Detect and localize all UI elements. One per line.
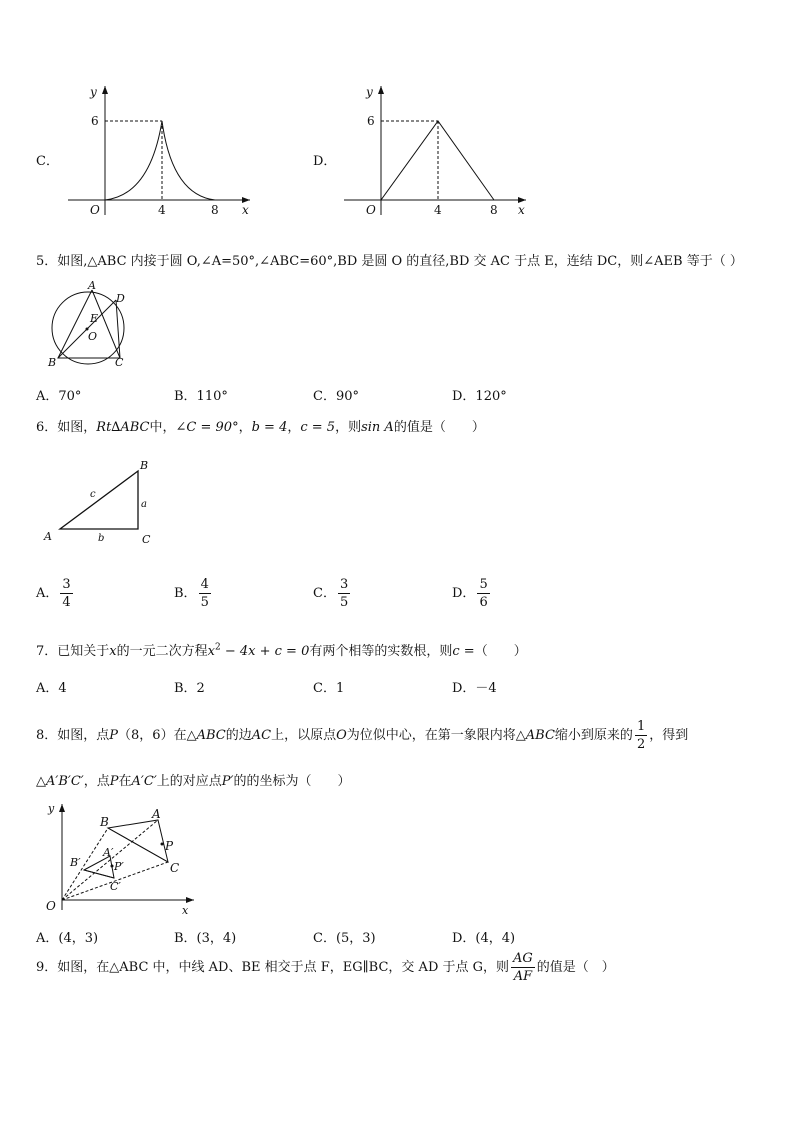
q6-text: 6．如图，Rt∆ABC中，∠C = 90°，b = 4，c = 5，则sin A的值是（ ）	[36, 420, 485, 435]
q8-origin: O	[46, 899, 56, 913]
q6-label-c: C	[142, 533, 151, 546]
q6-label-b: B	[140, 459, 149, 472]
q5-label-d: D	[116, 292, 125, 305]
q5-option-d[interactable]: D．120°	[452, 389, 507, 404]
q6-side-b: b	[98, 533, 105, 544]
q5-option-a[interactable]: A．70°	[36, 389, 82, 404]
q8-label-a1: A′	[103, 846, 114, 859]
q5-option-c[interactable]: C．90°	[313, 389, 359, 404]
graph-d-x8: 8	[490, 203, 498, 217]
q5-label-b: B	[48, 356, 57, 369]
q6-option-c[interactable]: C． $\frac{3}{5}$	[313, 577, 349, 610]
q8-option-b[interactable]: B．(3，4)	[174, 931, 237, 946]
q7-option-d[interactable]: D．－4	[452, 681, 497, 696]
q9-text: 9．如图，在△ABC 中，中线 AD、BE 相交于点 F，EG∥BC，交 AD 于点 G，则 $\frac{AG}{AF}$ 的值是（ ）	[36, 951, 615, 984]
q8-label-p1: P′	[114, 860, 124, 873]
q8-label-a: A	[152, 807, 161, 821]
q6-side-a: a	[141, 499, 147, 510]
q7-text: 7．已知关于x的一元二次方程$x^2 - 4x + c = 0$有两个相等的实数根，则c =（ ）	[36, 642, 527, 659]
q5-label-a: A	[88, 279, 96, 292]
q7-option-c[interactable]: C．1	[313, 681, 345, 696]
q8-label-b1: B′	[70, 856, 81, 869]
q6-side-c: c	[90, 489, 96, 500]
graph-c-y6: 6	[91, 114, 99, 128]
q8-option-d[interactable]: D．(4，4)	[452, 931, 516, 946]
q8-label-p: P	[165, 839, 174, 853]
q7-option-a[interactable]: A．4	[36, 681, 67, 696]
q6-option-d[interactable]: D． $\frac{5}{6}$	[452, 577, 488, 610]
graph-c-y-label: y	[90, 85, 97, 99]
option-c-label: C．	[36, 154, 59, 169]
graph-d-y-label: y	[366, 85, 373, 99]
q8-label-b: B	[100, 815, 109, 829]
graph-c-x8: 8	[211, 203, 219, 217]
graph-d-x4: 4	[434, 203, 442, 217]
graph-d-y6: 6	[367, 114, 375, 128]
q5-label-c: C	[115, 356, 124, 369]
q6-figure	[40, 455, 170, 550]
q8-line2: △A′B′C′，点P在A′C′上的对应点P′的的坐标为（ ）	[36, 774, 351, 789]
q5-option-b[interactable]: B．110°	[174, 389, 228, 404]
q5-text: 5．如图,△ABC 内接于圆 O,∠A=50°,∠ABC=60°,BD 是圆 O 的直径,BD 交 AC 于点 E，连结 DC，则∠AEB 等于（ ）	[36, 254, 743, 269]
q6-label-a: A	[44, 530, 52, 543]
q8-figure	[38, 798, 208, 920]
q5-label-o: O	[88, 330, 98, 343]
q8-label-c: C	[170, 861, 180, 875]
graph-c-x4: 4	[158, 203, 166, 217]
q5-label-e: E	[90, 312, 99, 325]
q8-x-label: x	[182, 904, 189, 917]
q8-line1: 8．如图，点P（8，6）在△ABC的边AC上，以原点O为位似中心，在第一象限内将△ABC缩小到原来的 $\frac{1}{2}$ ，得到	[36, 719, 689, 752]
graph-c-origin: O	[90, 203, 100, 217]
graph-c	[60, 80, 260, 220]
q7-option-b[interactable]: B．2	[174, 681, 205, 696]
q5-figure	[44, 278, 144, 370]
q8-option-c[interactable]: C．(5，3)	[313, 931, 376, 946]
option-d-label: D．	[313, 154, 337, 169]
q6-option-a[interactable]: A． $\frac{3}{4}$	[36, 577, 71, 610]
q8-y-label: y	[48, 802, 55, 815]
q8-label-c1: C′	[110, 880, 121, 893]
q6-option-b[interactable]: B． $\frac{4}{5}$	[174, 577, 209, 610]
graph-d-origin: O	[366, 203, 376, 217]
q8-option-a[interactable]: A．(4，3)	[36, 931, 99, 946]
graph-d	[336, 80, 536, 220]
graph-d-x-label: x	[518, 203, 525, 217]
graph-c-x-label: x	[242, 203, 249, 217]
